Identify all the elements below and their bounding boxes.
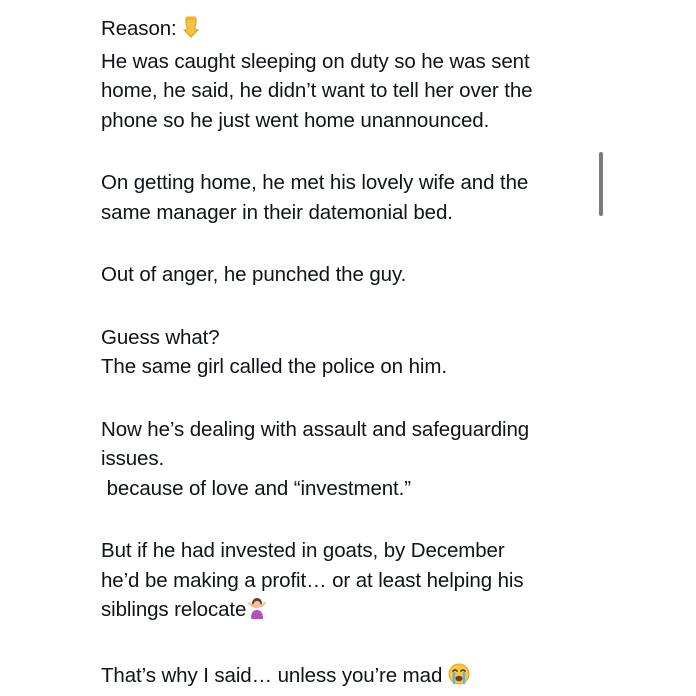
paragraph-gap — [101, 227, 601, 260]
post-line: phone so he just went home unannounced. — [101, 108, 490, 132]
crying-face-icon — [448, 663, 470, 694]
post-line: home, he said, he didn’t want to tell her over the — [101, 79, 533, 102]
post-line: He was caught sleeping on duty so he was sent — [101, 49, 530, 73]
post-line — [101, 14, 601, 47]
post-body — [101, 14, 601, 693]
post-line — [101, 474, 601, 504]
post-line: But if he had invested in goats, by December — [101, 539, 505, 562]
post-text: because of love and “investment.” — [101, 476, 411, 500]
post-line: The same girl called the police on him. — [101, 355, 447, 378]
post-line: Out of anger, he punched the guy. — [101, 263, 407, 286]
post-line — [101, 595, 601, 628]
paragraph-gap — [101, 628, 601, 661]
post-line: he’d be making a profit… or at least helping his — [101, 568, 524, 592]
pointing-down-icon — [181, 16, 201, 47]
post-line: same manager in their datemonial bed. — [101, 200, 453, 224]
post-line: On getting home, he met his lovely wife and the — [101, 171, 529, 194]
post-text: Reason: — [101, 17, 177, 40]
paragraph-gap — [101, 290, 601, 323]
post-text: siblings relocate — [101, 598, 247, 621]
post-line: Guess what? — [101, 325, 220, 349]
post-line: Now he’s dealing with assault and safeguarding — [101, 417, 530, 441]
post-text: That’s why I said… unless you’re mad — [101, 663, 443, 687]
paragraph-gap — [101, 382, 601, 415]
post-line — [101, 661, 601, 694]
person-shrugging-icon — [247, 597, 267, 628]
post-line: issues. — [101, 447, 165, 470]
paragraph-gap — [101, 135, 601, 168]
scrollbar-thumb[interactable] — [599, 152, 603, 216]
paragraph-gap — [101, 503, 601, 536]
